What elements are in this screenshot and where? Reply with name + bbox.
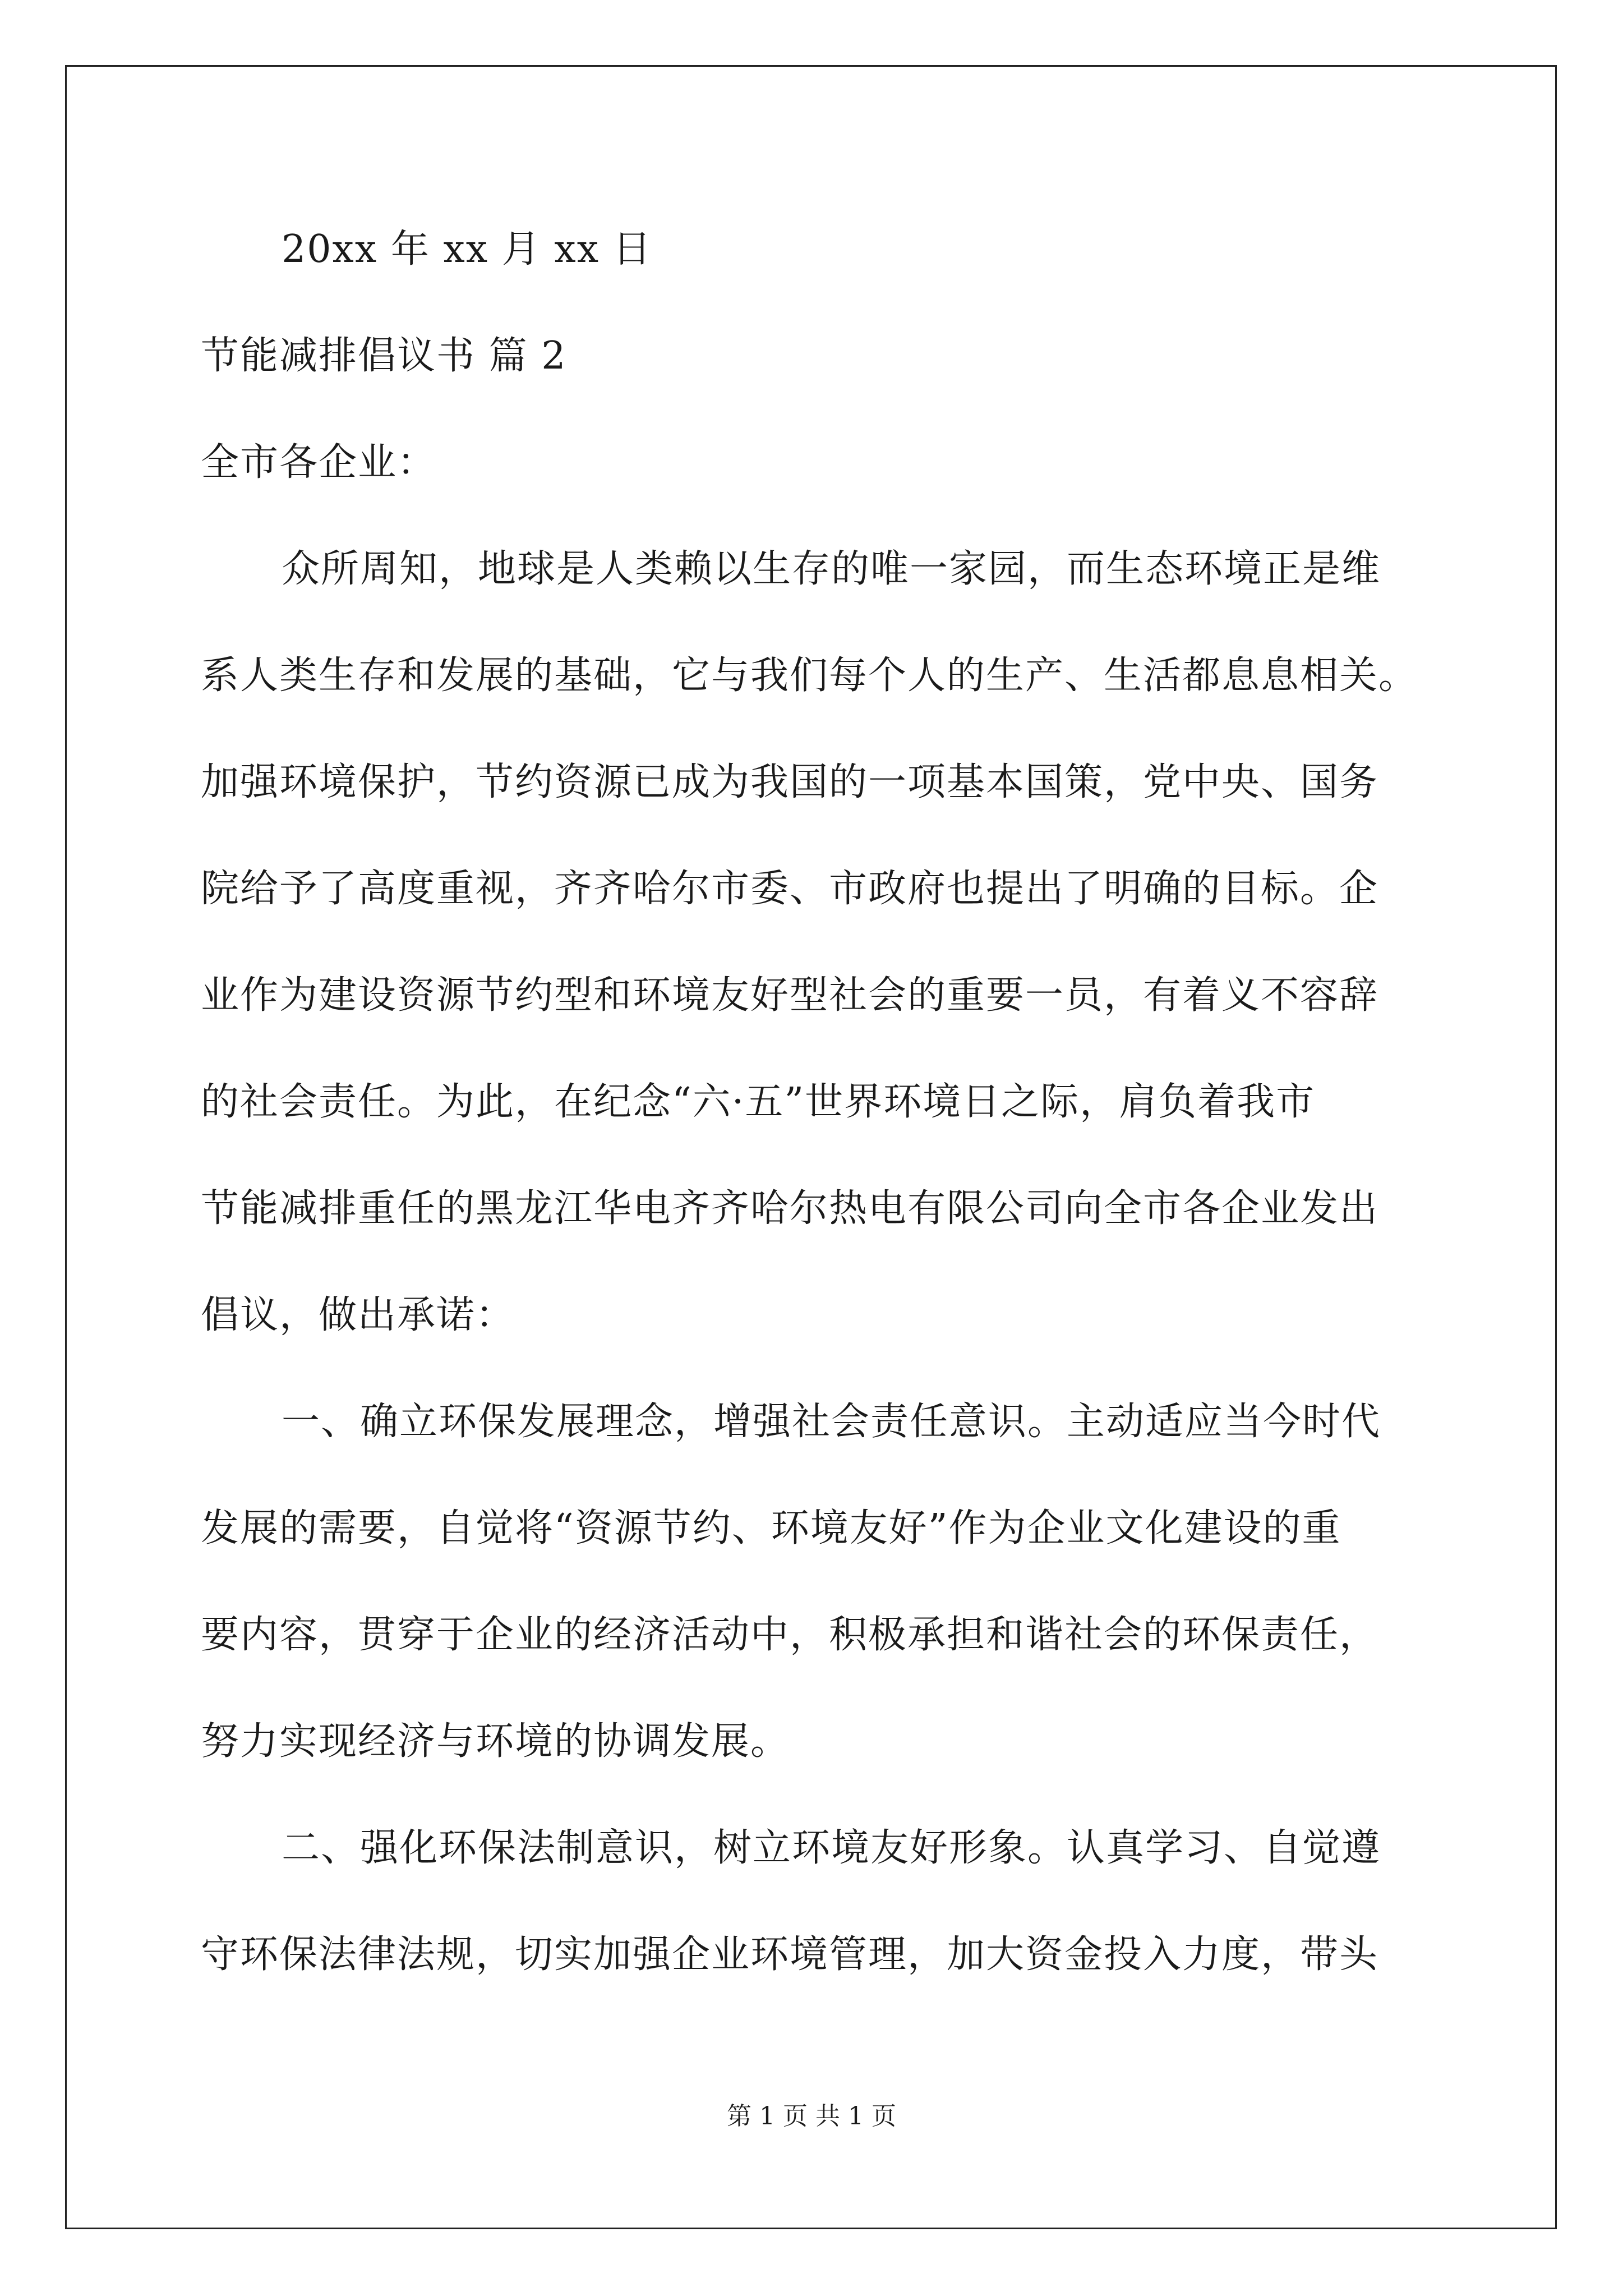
date-line: 20xx 年 xx 月 xx 日 (282, 227, 652, 272)
page-footer: 第 1 页 共 1 页 (727, 2102, 896, 2131)
paragraph-line: 节能减排重任的黑龙江华电齐齐哈尔热电有限公司向全市各企业发出 (201, 1186, 1379, 1231)
paragraph-line: 众所周知，地球是人类赖以生存的唯一家园，而生态环境正是维 (282, 547, 1381, 591)
paragraph-line: 一、确立环保发展理念，增强社会责任意识。主动适应当今时代 (282, 1400, 1381, 1444)
paragraph-line: 要内容，贯穿于企业的经济活动中，积极承担和谐社会的环保责任， (201, 1613, 1379, 1657)
paragraph-line: 守环保法律法规，切实加强企业环境管理，加大资金投入力度，带头 (201, 1932, 1379, 1977)
paragraph-line: 系人类生存和发展的基础，它与我们每个人的生产、生活都息息相关。 (201, 654, 1418, 698)
paragraph-line: 的社会责任。为此，在纪念“六·五”世界环境日之际，肩负着我市 (201, 1080, 1316, 1124)
paragraph-line: 发展的需要，自觉将“资源节约、环境友好”作为企业文化建设的重 (201, 1506, 1341, 1550)
paragraph-line: 倡议，做出承诺： (201, 1293, 515, 1337)
page-border (65, 65, 1557, 2229)
paragraph-line: 院给予了高度重视，齐齐哈尔市委、市政府也提出了明确的目标。企 (201, 867, 1379, 911)
paragraph-line: 二、强化环保法制意识，树立环境友好形象。认真学习、自觉遵 (282, 1826, 1381, 1870)
paragraph-line: 加强环境保护，节约资源已成为我国的一项基本国策，党中央、国务 (201, 760, 1379, 804)
paragraph-line: 业作为建设资源节约型和环境友好型社会的重要一员，有着义不容辞 (201, 973, 1379, 1018)
paragraph-line: 努力实现经济与环境的协调发展。 (201, 1719, 790, 1764)
salutation: 全市各企业： (201, 440, 437, 485)
document-title: 节能减排倡议书 篇 2 (201, 334, 567, 378)
